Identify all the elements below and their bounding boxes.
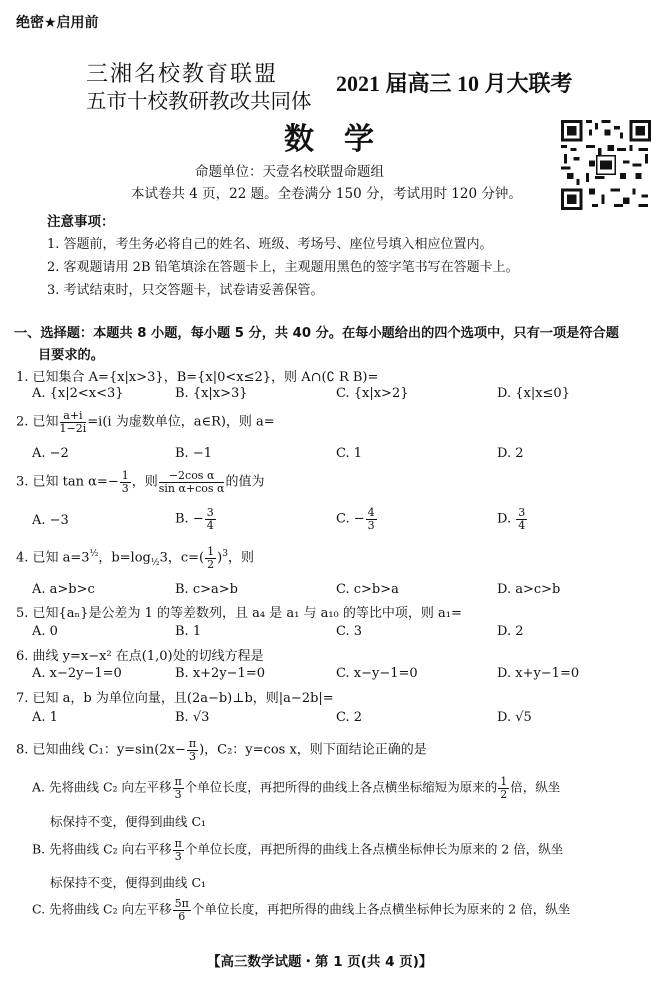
q1-option-c: C. {x|x>2} [336,386,409,401]
q6-option-c: C. x−y−1=0 [336,666,418,681]
q7-option-b: B. √3 [175,710,210,725]
note-item-1: 1. 答题前，考生务必将自己的姓名、班级、考场号、座位号填入相应位置内。 [47,237,493,252]
q8-option-b: B. 先将曲线 C₂ 向右平移 $\frac{\pi}{3}$ 个单位长度，再把所得的曲线上各点横坐标伸长为原来的 2 倍，纵坐 [32,837,564,863]
section-heading: 一、选择题：本题共 8 小题，每小题 5 分，共 40 分。在每小题给出的四个选项中，只有一项是符合题 [14,326,619,341]
q2-option-c: C. 1 [336,446,363,461]
q4-option-a: A. a>b>c [32,582,95,597]
q2-option-b: B. −1 [175,446,212,461]
q1-stem: 1. 已知集合 A={x|x>3}，B={x|0<x≤2}，则 A∩(∁ R B)= [16,370,379,385]
q1-option-d: D. {x|x≤0} [497,386,570,401]
q1-option-b: B. {x|x>3} [175,386,248,401]
exam-info: 本试卷共 4 页，22 题。全卷满分 150 分，考试用时 120 分钟。 [131,186,522,202]
q7-option-d: D. √5 [497,710,532,725]
section-heading-cont: 目要求的。 [38,348,104,363]
q5-option-a: A. 0 [32,624,58,639]
q3-option-b: B. − $\frac{3}{4}$ [175,506,214,532]
org-line-1: 三湘名校教育联盟 [86,61,279,86]
q3-option-a: A. −3 [32,513,69,528]
q4-option-d: D. a>c>b [497,582,561,597]
q6-option-b: B. x+2y−1=0 [175,666,265,681]
page-footer: 【高三数学试题・第 1 页(共 4 页)】 [207,954,433,970]
q3-stem: 3. 已知 tan α=− $\frac{1}{3}$ ，则 $\frac{\text{−2cos α}}{\text{sin α+cos α}}$ 的值为 [16,469,265,495]
subject-title: 数 学 [284,123,374,156]
note-item-2: 2. 客观题请用 2B 铅笔填涂在答题卡上，主观题用黑色的签字笔书写在答题卡上。 [47,260,519,275]
org-line-2: 五市十校教研教改共同体 [86,91,312,113]
q2-stem: 2. 已知 $\frac{a+i}{1-2i}$ =i(i 为虚数单位，a∈R)，则 a= [16,409,275,435]
q4-option-c: C. c>b>a [336,582,399,597]
q8-option-a: A. 先将曲线 C₂ 向左平移 $\frac{\pi}{3}$ 个单位长度，再把所得的曲线上各点横坐标缩短为原来的 $\frac{1}{2}$ 倍，纵坐 [32,775,561,801]
q5-option-b: B. 1 [175,624,202,639]
q6-option-d: D. x+y−1=0 [497,666,580,681]
note-item-3: 3. 考试结束时，只交答题卡，试卷请妥善保管。 [47,283,324,298]
q8-option-c: C. 先将曲线 C₂ 向左平移 $\frac{5\pi}{6}$ 个单位长度，再把所得的曲线上各点横坐标伸长为原来的 2 倍，纵坐 [32,897,571,923]
q5-stem: 5. 已知{aₙ}是公差为 1 的等差数列，且 a₄ 是 a₁ 与 a₁₀ 的等比中项，则 a₁= [16,606,462,621]
exam-title: 2021 届高三 10 月大联考 [336,71,573,96]
q7-stem: 7. 已知 a，b 为单位向量，且(2a−b)⊥b，则|a−2b|= [16,691,334,706]
q3-option-d: D. $\frac{3}{4}$ [497,506,526,532]
q1-option-a: A. {x|2<x<3} [32,386,124,401]
q7-option-a: A. 1 [32,710,58,725]
q3-option-c: C. − $\frac{4}{3}$ [336,506,375,532]
setter-line: 命题单位：天壹名校联盟命题组 [195,164,384,180]
q8-option-b-cont: 标保持不变，便得到曲线 C₁ [50,875,207,890]
qr-code-icon [561,120,651,210]
q7-option-c: C. 2 [336,710,363,725]
q8-stem: 8. 已知曲线 C₁：y=sin(2x− $\frac{\pi}{3}$ )，C₂：y=cos x，则下面结论正确的是 [16,737,427,763]
q6-option-a: A. x−2y−1=0 [32,666,122,681]
q4-option-b: B. c>a>b [175,582,238,597]
q8-option-a-cont: 标保持不变，便得到曲线 C₁ [50,814,207,829]
secrecy-label: 绝密★启用前 [16,15,99,31]
q4-stem: 4. 已知 $a=3^{\frac{1}{2}}$，$b=\log_{\frac{1}{2}}3$，c=( $\frac{1}{2}$ )$^3$，则 [16,545,254,571]
q2-option-d: D. 2 [497,446,524,461]
q6-stem: 6. 曲线 y=x−x² 在点(1,0)处的切线方程是 [16,649,264,664]
q2-option-a: A. −2 [32,446,69,461]
notes-title: 注意事项： [47,214,115,230]
q5-option-c: C. 3 [336,624,363,639]
q5-option-d: D. 2 [497,624,524,639]
